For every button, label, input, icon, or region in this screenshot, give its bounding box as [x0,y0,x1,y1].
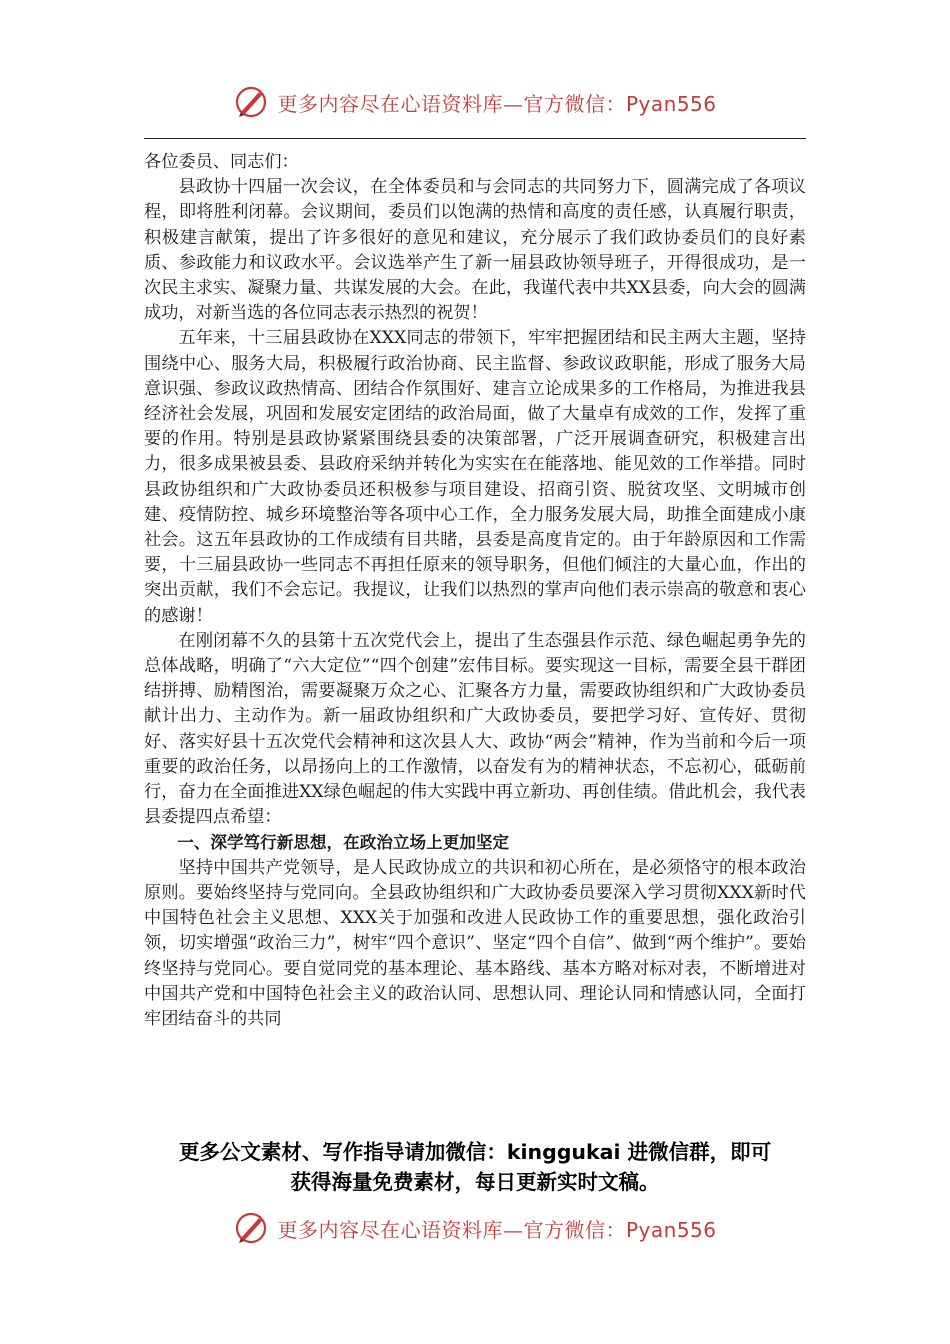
footer-promo-note [60,1137,890,1197]
footer-note-line-2: 获得海量免费素材，每日更新实时文稿。 [290,1170,660,1194]
header-banner [0,84,950,120]
salutation: 各位委员、同志们： [144,152,299,172]
paragraph-4: 坚持中国共产党领导，是人民政协成立的共识和初心所在，是必须恪守的根本政治原则。要始终坚持与党同向。全县政协组织和广大政协委员要深入学习贯彻XXX新时代中国特色社会主义思想、XXX关于加强和改进人民政协工作的重要思想，强化政治引领，切实增强“政治三力”，树牢“四个意识”、坚定“四个自信”、做到“两个维护”。要始终坚持与党同心。要自觉同党的基本理论、基本路线、基本方略对标对表，不断增进对中国共产党和中国特色社会主义的政治认同、思想认同、理论认同和情感认同，全面打牢团结奋斗的共同 [144,857,806,1029]
paragraph-2: 五年来，十三届县政协在XXX同志的带领下，牢牢把握团结和民主两大主题，坚持围绕中心、服务大局，积极履行政治协商、民主监督、参政议政职能，形成了服务大局意识强、参政议政热情高、团结合作氛围好、建言立论成果多的工作格局，为推进我县经济社会发展，巩固和发展安定团结的政治局面，做了大量卓有成效的工作，发挥了重要的作用。特别是县政协紧紧围绕县委的决策部署，广泛开展调查研究，积极建言出力，很多成果被县委、县政府采纳并转化为实实在在能落地、能见效的工作举措。同时县政协组织和广大政协委员还积极参与项目建设、招商引资、脱贫攻坚、文明城市创建、疫情防控、城乡环境整治等各项中心工作，全力服务发展大局，助推全面建成小康社会。这五年县政协的工作成绩有目共睹，县委是高度肯定的。由于年龄原因和工作需要，十三届县政协一些同志不再担任原来的领导职务，但他们倾注的大量心血，作出的突出贡献，我们不会忘记。我提议，让我们以热烈的掌声向他们表示崇高的敬意和衷心的感谢！ [144,328,806,626]
document-body [144,150,806,1032]
footer-banner-text: 更多内容尽在心语资料库—官方微信：Pyan556 [277,1217,717,1242]
header-banner-text: 更多内容尽在心语资料库—官方微信：Pyan556 [277,91,717,116]
header-divider [144,138,806,139]
footer-note-line-1: 更多公文素材、写作指导请加微信：kinggukai 进微信群，即可 [178,1140,772,1164]
header-wechat-id: Pyan556 [625,91,717,116]
footer-wechat-id: Pyan556 [625,1217,717,1242]
footer-banner [0,1210,950,1246]
paragraph-1: 县政协十四届一次会议，在全体委员和与会同志的共同努力下，圆满完成了各项议程，即将胜利闭幕。会议期间，委员们以饱满的热情和高度的责任感，认真履行职责，积极建言献策，提出了许多很好的意见和建议，充分展示了我们政协委员们的良好素质、参政能力和议政水平。会议选举产生了新一届县政协领导班子，开得很成功，是一次民主求实、凝聚力量、共谋发展的大会。在此，我谨代表中共XX县委，向大会的圆满成功，对新当选的各位同志表示热烈的祝贺！ [144,177,806,324]
pen-logo-icon [233,1210,269,1246]
section-heading-1: 一、深学笃行新思想，在政治立场上更加坚定 [177,833,510,853]
pen-logo-icon [233,84,269,120]
paragraph-3: 在刚闭幕不久的县第十五次党代会上，提出了生态强县作示范、绿色崛起勇争先的总体战略，明确了“六大定位”“四个创建”宏伟目标。要实现这一目标，需要全县干群团结拼搏、励精图治，需要凝聚万众之心、汇聚各方力量，需要政协组织和广大政协委员献计出力、主动作为。新一届政协组织和广大政协委员，要把学习好、宣传好、贯彻好、落实好县十五次党代会精神和这次县人大、政协“两会”精神，作为当前和今后一项重要的政治任务，以昂扬向上的工作激情，以奋发有为的精神状态，不忘初心，砥砺前行，奋力在全面推进XX绿色崛起的伟大实践中再立新功、再创佳绩。借此机会，我代表县委提四点希望： [144,630,806,828]
